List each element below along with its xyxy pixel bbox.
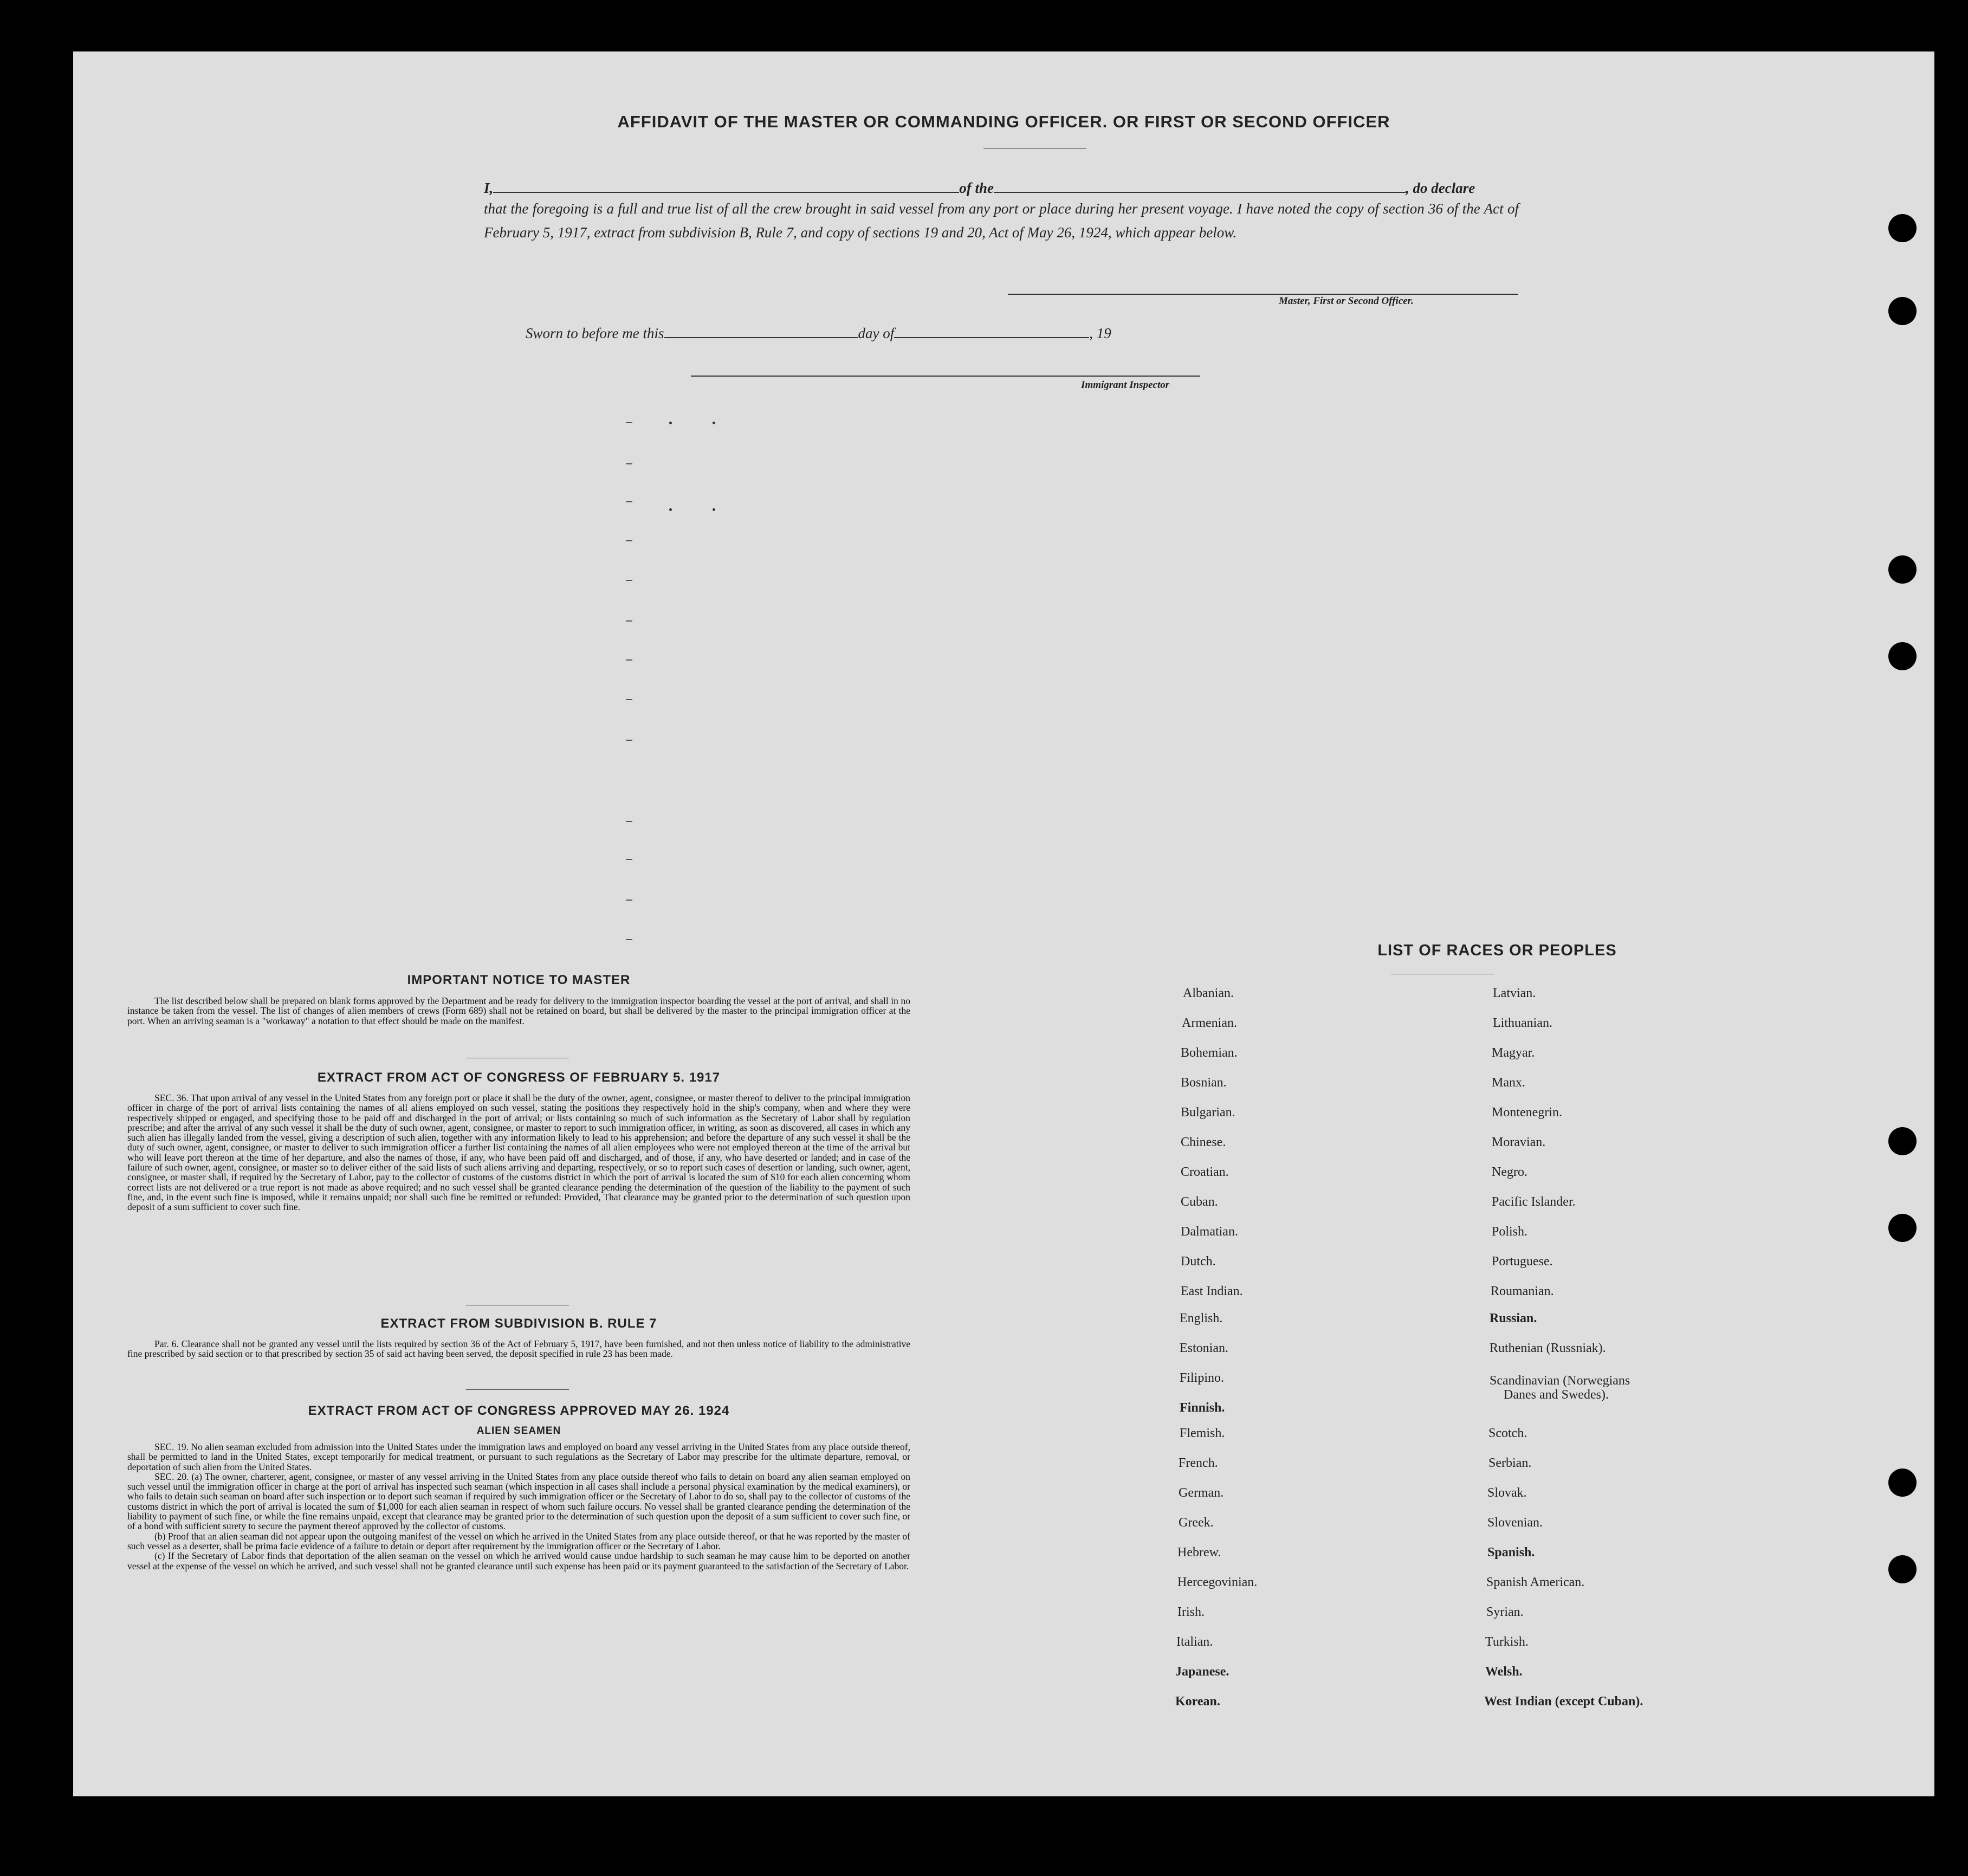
inspector-line bbox=[691, 376, 1200, 377]
sec-19-paragraph: SEC. 19. No alien seaman excluded from admission into the United States under the immigration laws and employed on board any vessel arriving in the United States from any place outside thereof, shall be permitted to land in the United States, except temporarily for medical treatment, or pursuant to such regulations as the Secretary of Labor may prescribe for the ultimate departure, removal, or deportation of such alien from the United States. bbox=[127, 1441, 910, 1472]
race-item: Roumanian. bbox=[1491, 1284, 1554, 1298]
race-item: Albanian. bbox=[1183, 986, 1234, 1000]
race-item: Scandinavian (Norwegians bbox=[1490, 1374, 1630, 1388]
race-item: Danes and Swedes). bbox=[1504, 1388, 1609, 1402]
year-label: , 19 bbox=[1089, 325, 1111, 341]
scan-mark bbox=[626, 699, 632, 700]
subdivision-divider bbox=[466, 1389, 569, 1390]
scan-mark bbox=[626, 580, 632, 581]
race-item: West Indian (except Cuban). bbox=[1484, 1694, 1643, 1709]
race-item: Spanish American. bbox=[1486, 1575, 1585, 1589]
affidavit-body: that the foregoing is a full and true list of all the crew brought in said vessel from any port or place during her present voyage. I have noted the copy of section 36 of the Act of February 5, 1917, extract from subdivision B, Rule 7, and copy of sections 19 and 20, Act of May 26, 1924, which appear below. bbox=[484, 200, 1519, 241]
punch-hole bbox=[1888, 1214, 1917, 1242]
race-item: Greek. bbox=[1179, 1516, 1214, 1530]
race-item: German. bbox=[1179, 1486, 1224, 1500]
sec-20b-paragraph: (b) Proof that an alien seaman did not appear upon the outgoing manifest of the vessel on which he arrived in the United States from any place outside thereof, or that he was reported by the master of such vessel as a deserter, shall be prima facie evidence of a failure to detain or deport after requirement by the immigration officer or the Secretary of Labor. bbox=[127, 1530, 910, 1551]
affidavit-title: AFFIDAVIT OF THE MASTER OR COMMANDING OFFICER. OR FIRST OR SECOND OFFICER bbox=[617, 112, 1390, 131]
notice-paragraph: The list described below shall be prepared on blank forms approved by the Department and be ready for delivery to the immigration inspector boarding the vessel at the port of arrival, and shall in no instance be taken from the vessel. The list of changes of alien members of crews (Form 689) shall not be retained on board, but shall be delivered by the master to the principal immigration officer at the port. When an arriving seaman is a "workaway" a notation to that effect should be made on the manifest. bbox=[127, 995, 910, 1026]
scan-mark bbox=[626, 659, 632, 661]
race-item: French. bbox=[1179, 1456, 1218, 1470]
race-item: East Indian. bbox=[1181, 1284, 1243, 1298]
i-label: I, bbox=[484, 180, 494, 196]
race-item: Spanish. bbox=[1487, 1545, 1535, 1560]
punch-hole bbox=[1888, 214, 1917, 242]
race-item: Welsh. bbox=[1485, 1665, 1523, 1679]
scan-mark bbox=[626, 422, 632, 423]
race-item: Croatian. bbox=[1181, 1165, 1229, 1179]
alien-seamen-heading: ALIEN SEAMEN bbox=[476, 1425, 561, 1437]
race-item: Bohemian. bbox=[1181, 1046, 1238, 1060]
race-item: Estonian. bbox=[1180, 1341, 1228, 1355]
race-item: Dutch. bbox=[1181, 1254, 1216, 1269]
do-declare-label: , do declare bbox=[1406, 180, 1475, 196]
form-page bbox=[73, 51, 1934, 1796]
scan-mark bbox=[626, 501, 632, 502]
race-item: Russian. bbox=[1490, 1311, 1537, 1325]
race-item: Montenegrin. bbox=[1492, 1105, 1562, 1120]
scan-mark bbox=[626, 620, 632, 622]
vessel-blank bbox=[994, 179, 1406, 193]
race-item: Latvian. bbox=[1493, 986, 1536, 1000]
subdivision-title: EXTRACT FROM SUBDIVISION B. RULE 7 bbox=[380, 1316, 657, 1331]
race-item: Dalmatian. bbox=[1181, 1225, 1238, 1239]
sec-20c-paragraph: (c) If the Secretary of Labor finds that deportation of the alien seaman on the vessel on which he arrived would cause undue hardship to such seaman he may cause him to be deported on another vessel at the expense of the vessel on which he arrived, and such vessel shall not be granted clearance until such expense has been paid or its payment guaranteed to the satisfaction of the Secretary of Labor. bbox=[127, 1550, 910, 1571]
scan-mark bbox=[626, 821, 632, 822]
signature-line bbox=[1008, 294, 1518, 295]
notice-title: IMPORTANT NOTICE TO MASTER bbox=[407, 973, 631, 987]
scan-mark bbox=[713, 508, 715, 511]
extract-1924-title: EXTRACT FROM ACT OF CONGRESS APPROVED MAY 26. 1924 bbox=[308, 1403, 730, 1418]
scan-mark bbox=[713, 422, 715, 424]
race-item: Flemish. bbox=[1180, 1426, 1225, 1440]
race-item: Korean. bbox=[1175, 1694, 1220, 1709]
sworn-month-blank bbox=[894, 324, 1089, 338]
inspector-caption: Immigrant Inspector bbox=[1081, 379, 1170, 391]
day-of-label: day of bbox=[858, 325, 895, 341]
race-item: Moravian. bbox=[1492, 1135, 1546, 1149]
race-item: Italian. bbox=[1176, 1635, 1213, 1649]
race-item: Bulgarian. bbox=[1181, 1105, 1235, 1120]
scan-mark bbox=[669, 422, 672, 424]
name-blank bbox=[493, 179, 959, 193]
race-item: Polish. bbox=[1492, 1225, 1528, 1239]
punch-hole bbox=[1888, 1555, 1917, 1583]
extract-1917-body bbox=[127, 1093, 910, 1212]
extract-1917-paragraph: SEC. 36. That upon arrival of any vessel in the United States from any foreign port or place it shall be the duty of the owner, agent, consignee, or master thereof to deliver to the principal immigration officer in charge of the port of arrival lists containing the names of all aliens employed on such vessel, stating the positions they respectively hold in the ship's company, when and where they were respectively shipped or engaged, and specifying those to be paid off and discharged in the port of arrival; or lists containing so much of such information as the Secretary of Labor shall by regulation prescribe; and after the arrival of any such vessel it shall be the duty of such owner, agent, consignee, or master to report to such immigration officer, in writing, as soon as discovered, all cases in which any such alien has illegally landed from the vessel, giving a description of such alien, together with any information likely to lead to his apprehension; and before the departure of any such vessel it shall be the duty of such owner, agent, consignee, or master to deliver to such immigration officer a further list containing the names of all alien employees who were not employed thereon at the time of the arrival but who will leave port thereon at the time of her departure, and also the names of those, if any, who have been paid off and discharged, and of those, if any, who have deserted or landed; and in case of the failure of such owner, agent, consignee, or master so to deliver either of the said lists of such aliens arriving and departing, respectively, or so to report such cases of desertion or landing, such owner, agent, consignee, or master shall, if required by the Secretary of Labor, pay to the collector of customs of the customs district in which the port of arrival is located the sum of $10 for each alien concerning whom correct lists are not delivered or a true report is not made as above required; and no such vessel shall be granted clearance pending the determination of the question of the liability to the payment of such fine, and, in the event such fine is imposed, while it remains unpaid; nor shall such fine be remitted or refunded: Provided, That clearance may be granted prior to the determination of such question upon deposit of a sum sufficient to cover such fine. bbox=[127, 1092, 910, 1213]
punch-hole bbox=[1888, 1127, 1917, 1155]
subdivision-paragraph: Par. 6. Clearance shall not be granted any vessel until the lists required by section 36 of the Act of February 5, 1917, have been furnished, and not then unless notice of liability to the administrative fine prescribed by said section or to that prescribed by section 35 of said act having been served, the deposit specified in rule 23 has been made. bbox=[127, 1338, 910, 1360]
race-item: Hercegovinian. bbox=[1177, 1575, 1258, 1589]
scan-mark bbox=[626, 540, 632, 541]
race-item: Hebrew. bbox=[1177, 1545, 1221, 1560]
race-item: Lithuanian. bbox=[1493, 1016, 1552, 1030]
race-item: Slovak. bbox=[1487, 1486, 1527, 1500]
scan-mark bbox=[626, 859, 632, 860]
punch-hole bbox=[1888, 1469, 1917, 1497]
race-item: Cuban. bbox=[1181, 1195, 1218, 1209]
scan-mark bbox=[626, 740, 632, 741]
scan-mark bbox=[626, 463, 632, 464]
race-item: Finnish. bbox=[1180, 1401, 1225, 1415]
extract-1924-body bbox=[127, 1442, 910, 1571]
subdivision-body bbox=[127, 1339, 910, 1359]
race-item: Ruthenian (Russniak). bbox=[1490, 1341, 1606, 1355]
notice-body bbox=[127, 996, 910, 1026]
race-item: Negro. bbox=[1492, 1165, 1527, 1179]
sworn-label: Sworn to before me this bbox=[526, 325, 664, 341]
sec-20a-paragraph: SEC. 20. (a) The owner, charterer, agent, consignee, or master of any vessel arriving in the United States from any place outside thereof who fails to detain on board any alien seaman employed on such vessel until the immigration officer in charge at the port of arrival has inspected such seaman (which inspection in all cases shall include a personal physical examination by the medical examiners), or who fails to detain such seaman on board after such inspection or to deport such seaman if required by such immigration officer or the Secretary of Labor to do so, shall pay to the collector of customs of the customs district in which the port of arrival is located the sum of $1,000 for each alien seaman in respect of whom such failure occurs. No vessel shall be granted clearance pending the determination of the liability to payment of such fine, or while the fine remains unpaid, except that clearance may be granted prior to the determination of such question upon the deposit of a sum sufficient to cover such fine, or of a bond with sufficient surety to secure the payment thereof approved by the collector of customs. bbox=[127, 1471, 910, 1532]
scan-mark bbox=[669, 508, 672, 511]
race-item: Irish. bbox=[1177, 1605, 1205, 1619]
race-item: Armenian. bbox=[1182, 1016, 1237, 1030]
race-item: Chinese. bbox=[1181, 1135, 1226, 1149]
race-item: Magyar. bbox=[1492, 1046, 1535, 1060]
race-item: Manx. bbox=[1492, 1076, 1525, 1090]
race-item: Pacific Islander. bbox=[1492, 1195, 1576, 1209]
punch-hole bbox=[1888, 642, 1917, 670]
race-item: Japanese. bbox=[1175, 1665, 1229, 1679]
race-item: Syrian. bbox=[1486, 1605, 1524, 1619]
sworn-line bbox=[526, 324, 1284, 342]
signature-caption: Master, First or Second Officer. bbox=[1279, 295, 1414, 307]
race-item: Serbian. bbox=[1488, 1456, 1532, 1470]
race-item: Turkish. bbox=[1485, 1635, 1529, 1649]
race-item: Portuguese. bbox=[1492, 1254, 1553, 1269]
punch-hole bbox=[1888, 297, 1917, 325]
of-the-label: of the bbox=[959, 180, 994, 196]
races-title: LIST OF RACES OR PEOPLES bbox=[1377, 942, 1617, 959]
race-item: Slovenian. bbox=[1487, 1516, 1543, 1530]
race-item: Bosnian. bbox=[1181, 1076, 1227, 1090]
race-item: Scotch. bbox=[1488, 1426, 1527, 1440]
extract-1917-title: EXTRACT FROM ACT OF CONGRESS OF FEBRUARY 5. 1917 bbox=[317, 1070, 721, 1085]
scan-mark bbox=[626, 939, 632, 940]
scan-mark bbox=[626, 900, 632, 901]
punch-hole bbox=[1888, 555, 1917, 584]
race-item: Filipino. bbox=[1180, 1371, 1225, 1385]
sworn-day-blank bbox=[664, 324, 858, 338]
race-item: English. bbox=[1180, 1311, 1223, 1325]
